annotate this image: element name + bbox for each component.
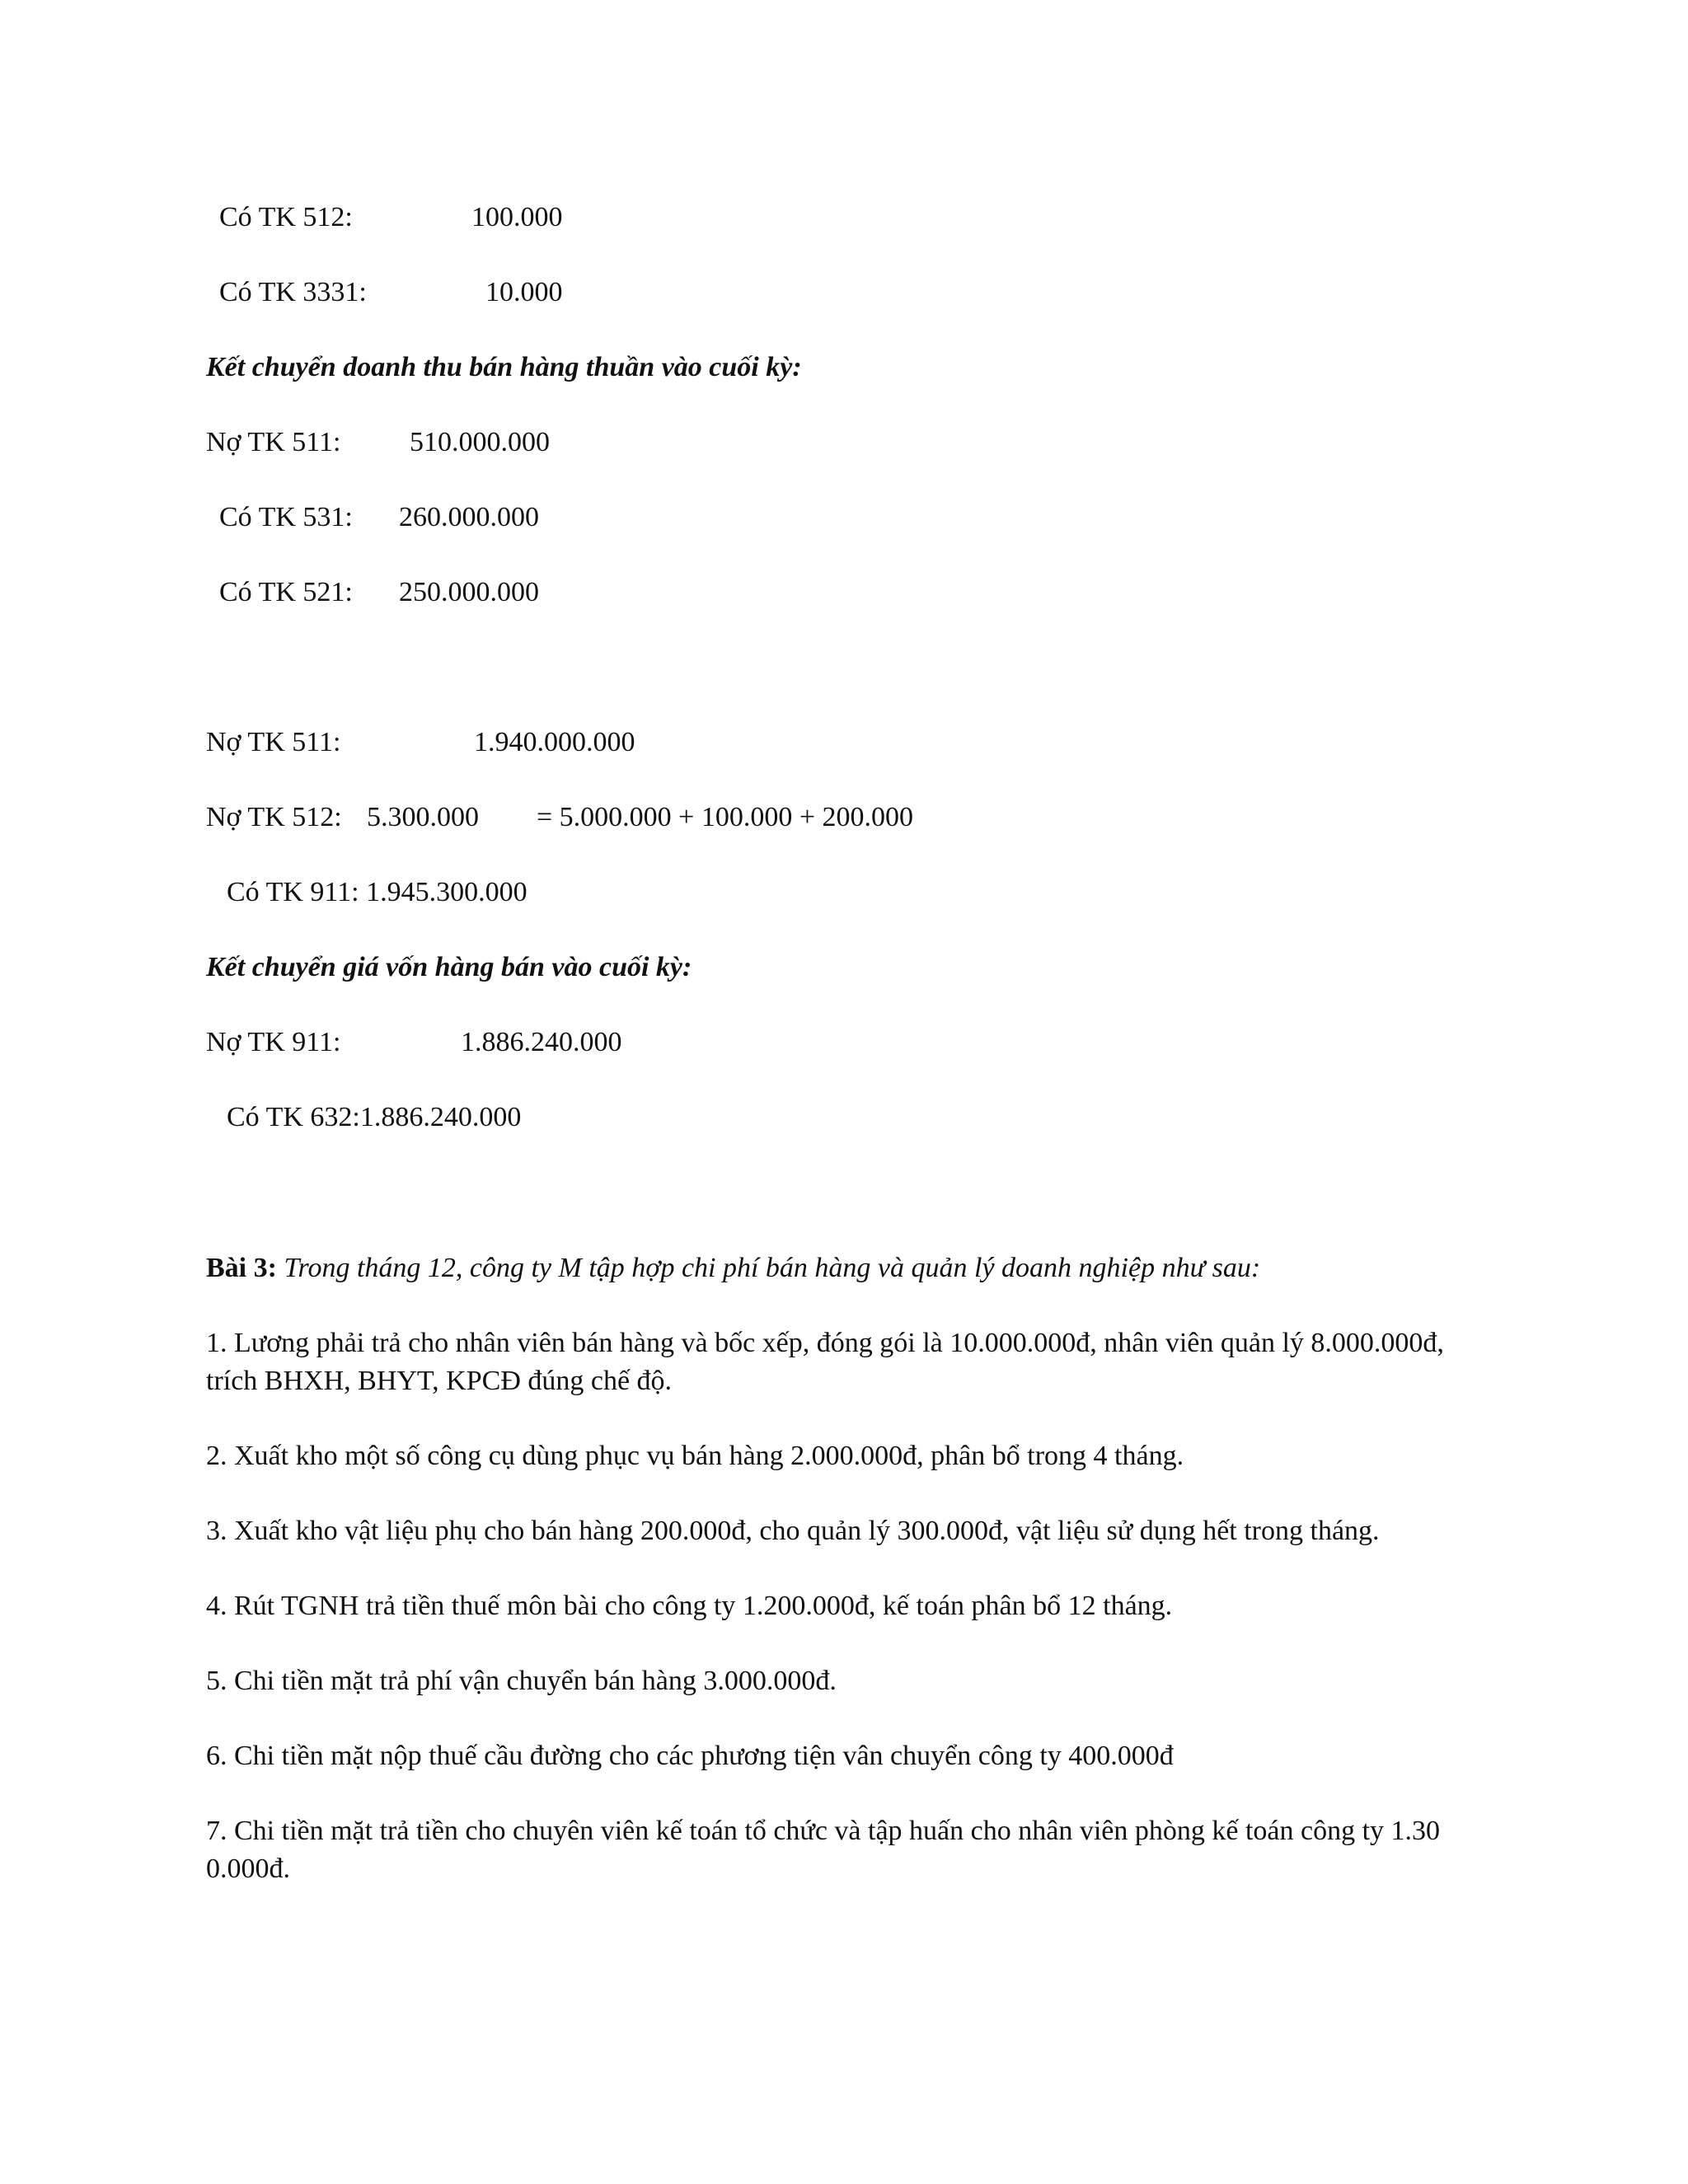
account-label: Nợ TK 512: [206, 802, 342, 832]
amount-value: 100.000 [471, 202, 563, 232]
amount-value: 260.000.000 [399, 502, 539, 532]
amount-value: 510.000.000 [410, 427, 550, 457]
exercise-item: 6. Chi tiền mặt nộp thuế cầu đường cho các phương tiện vân chuyển công ty 400.000đ [206, 1741, 1174, 1771]
account-label: Có TK 531: [219, 502, 353, 532]
exercise-item: 2. Xuất kho một số công cụ dùng phục vụ bán hàng 2.000.000đ, phân bổ trong 4 tháng. [206, 1441, 1184, 1471]
document-page: Có TK 512: 100.000 Có TK 3331: 10.000 Kết chuyển doanh thu bán hàng thuần vào cuối kỳ: Nợ TK 511: 510.000.000 Có TK 531: 260.000.000 Có TK 521: 250.000.000 Nợ TK 511: 1.940.000.000 Nợ TK 512: 5.300.000 = 5.000.000 + 100.000 + 200.000 Có TK 911: 1.945.300.000 Kết chuyển giá vốn hàng bán vào cuối kỳ: Nợ TK 911: 1.886.240.000 Có TK 632:1.886.240.000 Bài 3: Trong tháng 12, công ty M tập hợp chi phí bán hàng và quản lý doanh nghiệp như sau: 1. Lương phải trả cho nhân viên bán hàng và bốc xếp, đóng gói là 10.000.000đ, nhân viên quản lý 8.000.000đ, trích BHXH, BHYT, KPCĐ đúng chế độ. 2. Xuất kho một số công cụ dùng phục vụ bán hàng 2.000.000đ, phân bổ trong 4 tháng. 3. Xuất kho vật liệu phụ cho bán hàng 200.000đ, cho quản lý 300.000đ, vật liệu sử dụng hết trong tháng. 4. Rút TGNH trả tiền thuế môn bài cho công ty 1.200.000đ, kế toán phân bổ 12 tháng. 5. Chi tiền mặt trả phí vận chuyển bán hàng 3.000.000đ. 6. Chi tiền mặt nộp thuế cầu đường cho các phương tiện vân chuyển công ty 400.000đ 7. Chi tiền mặt trả tiền cho chuyên viên kế toán tổ chức và tập huấn cho nhân viên phòng kế toán công ty 1.30 0.000đ. [0, 0, 1688, 2184]
account-label: Có TK 512: [219, 202, 353, 232]
exercise-label: Bài 3: [206, 1253, 277, 1283]
credit-entry: Có TK 632:1.886.240.000 [227, 1102, 522, 1132]
account-label: Nợ TK 911: [206, 1027, 341, 1057]
exercise-item: 3. Xuất kho vật liệu phụ cho bán hàng 200.000đ, cho quản lý 300.000đ, vật liệu sử dụng hết trong tháng. [206, 1516, 1380, 1546]
exercise-intro-text: Trong tháng 12, công ty M tập hợp chi phí bán hàng và quản lý doanh nghiệp như sau: [284, 1253, 1261, 1283]
account-label: Nợ TK 511: [206, 727, 341, 757]
amount-value: 10.000 [485, 277, 563, 307]
amount-value: 250.000.000 [399, 577, 539, 607]
account-label: Có TK 521: [219, 577, 353, 607]
credit-entry: Có TK 911: 1.945.300.000 [227, 877, 528, 907]
account-label: Có TK 3331: [219, 277, 367, 307]
exercise-item: 5. Chi tiền mặt trả phí vận chuyển bán hàng 3.000.000đ. [206, 1666, 837, 1696]
amount-value: 5.300.000 [367, 802, 479, 832]
account-label: Nợ TK 511: [206, 427, 341, 457]
exercise-item: 7. Chi tiền mặt trả tiền cho chuyên viên kế toán tổ chức và tập huấn cho nhân viên phòng kế toán công ty 1.30 0.000đ. [206, 1816, 1441, 1884]
amount-value: 1.886.240.000 [461, 1027, 622, 1057]
exercise-item: 4. Rút TGNH trả tiền thuế môn bài cho công ty 1.200.000đ, kế toán phân bổ 12 tháng. [206, 1591, 1173, 1621]
amount-value: 1.940.000.000 [474, 727, 635, 757]
formula-text: = 5.000.000 + 100.000 + 200.000 [537, 802, 914, 832]
exercise-item: 1. Lương phải trả cho nhân viên bán hàng và bốc xếp, đóng gói là 10.000.000đ, nhân viên quản lý 8.000.000đ, trích BHXH, BHYT, KPCĐ đúng chế độ. [206, 1328, 1444, 1396]
exercise-intro [206, 1249, 1492, 1287]
